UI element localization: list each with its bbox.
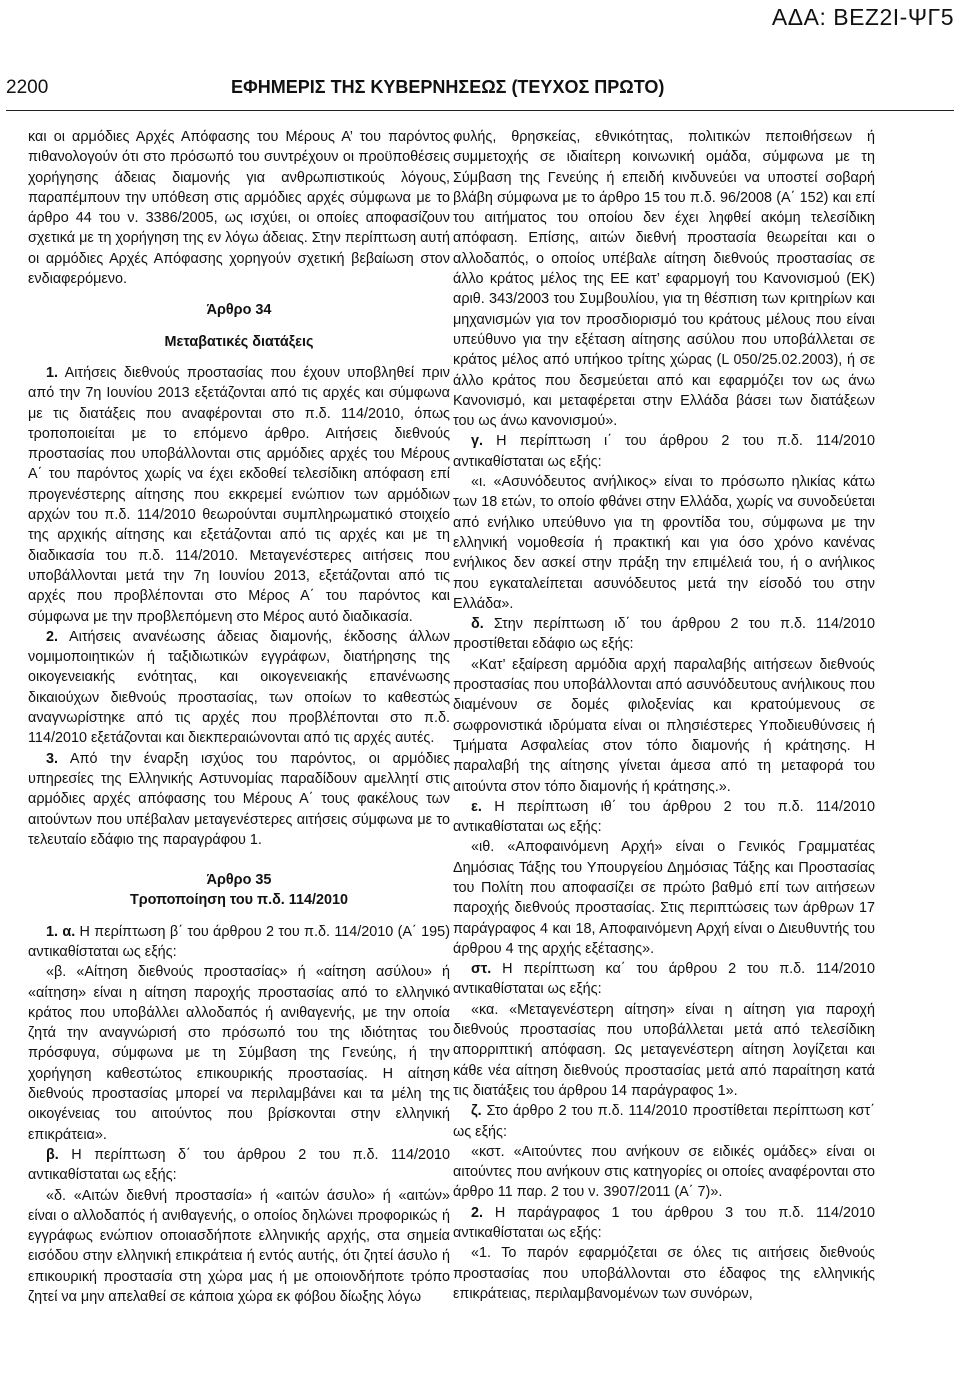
article-35-title: Άρθρο 35 [206,872,272,889]
right-column [453,127,875,1382]
paragraph: δ. Στην περίπτωση ιδ΄ του άρθρου 2 του π.δ. 114/2010 προστίθεται εδάφιο ως εξής: [453,616,875,653]
quoted-paragraph: «ιθ. «Αποφαινόμενη Αρχή» είναι ο Γενικός Γραμματέας Δημόσιας Τάξης του Υπουργείου Δημόσιας Τάξης και Προστασίας του Πολίτη που αποφασίζει σε πρώτο βαθμό επί των αιτήσεων παροχής διεθνούς προστασίας. Στις περιπτώσεις των άρθρων 17 παράγραφος 4 και 18, Αποφαινόμενη Αρχή είναι ο Διευθυντής του άρθρου 4 της αρχής εξέτασης». [453,839,875,957]
article-34-heading: Μεταβατικές διατάξεις [164,333,314,350]
paragraph: γ. Η περίπτωση ι΄ του άρθρου 2 του π.δ. 114/2010 αντικαθίσταται ως εξής: [453,433,875,470]
article-35-heading: Τροποποίηση του π.δ. 114/2010 [129,892,349,909]
quoted-paragraph: «δ. «Αιτών διεθνή προστασία» ή «αιτών άσυλο» ή «αιτών» είναι ο αλλοδαπός ή ανιθαγενής, ο οποίος δηλώνει προφορικώς ή εγγράφως ενώπιον οποιασδήποτε ελληνικής αρχής, στα σημεία εισόδου στην ελληνική επικράτεια ή εντός αυτής, ότι ζητεί άσυλο ή επικουρική προστασία στη χώρα μας ή με οποιονδήποτε τρόπο ζητεί να μην απελαθεί σε κάποια χώρα εκ φόβου δίωξης λόγω [28,1187,450,1306]
paragraph: στ. Η περίπτωση κα΄ του άρθρου 2 του π.δ. 114/2010 αντικαθίσταται ως εξής: [453,961,875,998]
paragraph-number: στ. [471,961,492,978]
gazette-title: ΕΦΗΜΕΡΙΣ ΤΗΣ ΚΥΒΕΡΝΗΣΕΩΣ (ΤΕΥΧΟΣ ΠΡΩΤΟ) [231,77,665,97]
quoted-paragraph: «β. «Αίτηση διεθνούς προστασίας» ή «αίτηση ασύλου» ή «αίτηση» είναι η αίτηση παροχής προστασίας από το ελληνικό κράτος που υποβάλλει αλλοδαπός ή ανιθαγενής, με την οποία ζητά την αναγνώρισή στο πρόσωπό του της ιδιότητας του πρόσφυγα, σύμφωνα με τη Σύμβαση της Γενεύης, ή την χορήγηση καθεστώτος επικουρικής προστασίας. Η αίτηση διεθνούς προστασίας μπορεί να περιλαμβάνει και τα μέλη της οικογένειας του αιτούντος που βρίσκονται στην ελληνική επικράτεια». [28,964,450,1143]
quoted-paragraph: «Κατ’ εξαίρεση αρμόδια αρχή παραλαβής αιτήσεων διεθνούς προστασίας που υποβάλλονται από ασυνόδευτους ανήλικους που διαμένουν σε δομές φιλοξενίας και κρατούμενους σε σωφρονιστικά ιδρύματα είναι οι πλησιέστερες Υποδιευθύνσεις ή Τμήματα Ασφαλείας στον τόπο διαμονής ή κράτησης. Η παραλαβή της αίτησης γίνεται άμεσα από τη μεταφορά του αιτούντα στον τόπο διαμονής ή κράτησης.». [453,656,875,795]
paragraph-number: ζ. [471,1103,482,1120]
paragraph: 2. Η παράγραφος 1 του άρθρου 3 του π.δ. 114/2010 αντικαθίσταται ως εξής: [453,1204,875,1242]
page-number: 2200 [6,77,49,98]
ada-watermark: ΑΔΑ: ΒΕΖ2Ι-ΨΓ5 [771,4,954,30]
paragraph: και οι αρμόδιες Αρχές Απόφασης του Μέρους Α’ του παρόντος πιθανολογούν ότι στο πρόσωπό του συντρέχουν οι προϋποθέσεις χορήγησης άδειας διαμονής για ανθρωπιστικούς λόγους, παραπέμπουν την υπόθεση στις αρμόδιες αρχές σύμφωνα με το άρθρο 44 του ν. 3386/2005, ως ισχύει, οι οποίες αποφασίζουν σχετικά με τη χορήγηση της εν λόγω άδειας. Στην περίπτωση αυτή οι αρμόδιες Αρχές Απόφασης χορηγούν σχετική βεβαίωση στον ενδιαφερόμενο. [28,129,450,288]
paragraph-number: 3. [46,750,59,767]
quoted-paragraph: «1. Το παρόν εφαρμόζεται σε όλες τις αιτήσεις διεθνούς προστασίας που υποβάλλονται στο έδαφος της ελληνικής επικράτειας, περιλαμβανομένων των συνόρων, [453,1245,875,1302]
quoted-paragraph: «κστ. «Αιτούντες που ανήκουν σε ειδικές ομάδες» είναι οι αιτούντες που ανήκουν στις κατηγορίες οι οποίες αναφέρονται στο άρθρο 11 παρ. 2 του ν. 3907/2011 (Α΄ 7)». [453,1143,875,1201]
paragraph: 3. Από την έναρξη ισχύος του παρόντος, οι αρμόδιες υπηρεσίες της Ελληνικής Αστυνομίας παραδίδουν αμελλητί στις αρμόδιες αρχές απόφασης του Μέρους Α΄ τους φακέλους των αιτούντων που υπέβαλαν μεταγενέστερες αιτήσεις σύμφωνα με το τελευταίο εδάφιο της παραγράφου 1. [28,750,450,848]
paragraph: 1. Αιτήσεις διεθνούς προστασίας που έχουν υποβληθεί πριν από την 7η Ιουνίου 2013 εξετάζονται από τις αρχές και σύμφωνα με τις διατάξεις που αναφέρονται στο π.δ. 114/2010, όπως τροποποιείται με το επόμενο άρθρο. Αιτήσεις διεθνούς προστασίας που υποβάλλονται στις αρμόδιες αρχές του Μέρους Α΄ του παρόντος χωρίς να έχει εκδοθεί τελεσίδικη απόφαση επί προγενέστερης αίτησης που εκκρεμεί ενώπιον των αρμόδιων αρχών του π.δ. 114/2010 θεωρούνται συμπληρωματικό στοιχείο της αρχικής αίτησης και εξετάζονται από τις αρχές και με τη διαδικασία του π.δ. 114/2010. Μεταγενέστερες αιτήσεις που υποβάλλονται μετά την 7η Ιουνίου 2013, εξετάζονται από τις αρχές που προβλέπονται στο Μέρος Α΄ του παρόντος και σύμφωνα με την προβλεπόμενη στο Μέρος αυτό διαδικασία. [28,364,450,625]
quoted-paragraph: «κα. «Μεταγενέστερη αίτηση» είναι η αίτηση για παροχή διεθνούς προστασίας που υποβάλλεται μετά από τελεσίδικη απορριπτική απόφαση. Ως μεταγενέστερη αίτηση λογίζεται και κάθε νέα αίτηση διεθνούς προστασίας μετά από παραίτηση κατά τις διατάξεις του άρθρου 14 παράγραφος 1». [453,1001,875,1099]
paragraph: 2. Αιτήσεις ανανέωσης άδειας διαμονής, έκδοσης άλλων νομιμοποιητικών ή ταξιδιωτικών εγγράφων, διατήρησης της οικογενειακής ενότητας, και οικογενειακής επανένωσης δικαιούχων διεθνούς προστασίας, των οποίων το καθεστώς αναγνωρίστηκε από τις αρχές που προβλέπονται στο π.δ. 114/2010 εξετάζονται και διεκπεραιώνονται από τις αρχές αυτές. [28,628,450,747]
paragraph: 1. α. Η περίπτωση β΄ του άρθρου 2 του π.δ. 114/2010 (Α΄ 195) αντικαθίσταται ως εξής: [28,923,450,960]
paragraph-number: 2. [471,1204,484,1221]
paragraph-number: γ. [471,433,484,450]
paragraph: ε. Η περίπτωση ιθ΄ του άρθρου 2 του π.δ. 114/2010 αντικαθίσταται ως εξής: [453,798,875,836]
paragraph-number: δ. [471,616,484,633]
left-column [28,127,450,1382]
paragraph-number: β. [46,1146,59,1163]
page-header [6,77,950,107]
article-34-title: Άρθρο 34 [206,302,272,319]
header-rule [6,110,954,111]
paragraph-number: ε. [471,798,482,815]
paragraph: φυλής, θρησκείας, εθνικότητας, πολιτικών πεποιθήσεων ή συμμετοχής σε ιδιαίτερη κοινωνική ομάδα, σύμφωνα με τη Σύμβαση της Γενεύης ή επειδή κινδυνεύει να υποστεί σοβαρή βλάβη σύμφωνα με το άρθρο 15 του π.δ. 96/2008 (Α΄ 152) και επί του αιτήματος του οποίου δεν έχει ληφθεί ακόμη τελεσίδικη απόφαση. Επίσης, αιτών διεθνή προστασία θεωρείται και ο αλλοδαπός, ο οποίος υπέβαλε αίτηση διεθνούς προστασίας σε άλλο κράτος μέλος της ΕΕ κατ’ εφαρμογή του Κανονισμού (ΕΚ) αριθ. 343/2003 του Συμβουλίου, για τη θέσπιση των κριτηρίων και μηχανισμών για τον προσδιορισμό του κράτους μέλους που είναι υπεύθυνο για την εξέταση αίτησης ασύλου που υποβάλλεται σε κράτος μέλος από υπήκοο τρίτης χώρας (L 050/25.02.2003), ή σε άλλο κράτος που δεσμεύεται από και εφαρμόζει τον ως άνω Κανονισμό, και μεταφέρεται στην Ελλάδα βάσει των διατάξεων του ως άνω κανονισμού». [453,129,875,430]
paragraph-number: 1. [46,364,59,381]
paragraph-number: 1. α. [46,923,76,940]
paragraph-number: 2. [46,628,59,645]
paragraph: ζ. Στο άρθρο 2 του π.δ. 114/2010 προστίθεται περίπτωση κστ΄ ως εξής: [453,1103,875,1140]
quoted-paragraph: «ι. «Ασυνόδευτος ανήλικος» είναι το πρόσωπο ηλικίας κάτω των 18 ετών, το οποίο φθάνει στην Ελλάδα, χωρίς να συνοδεύεται από ενήλικο υπεύθυνο για τη φροντίδα του, σύμφωνα με την ελληνική νομοθεσία ή πρακτική και για όσο χρόνο κανένας ενήλικος δεν ασκεί στην πράξη την επιμέλειά του, ή ο ανήλικος που εγκαταλείπεται ασυνόδευτος μετά την είσοδό του στην Ελλάδα». [453,474,875,612]
paragraph: β. Η περίπτωση δ΄ του άρθρου 2 του π.δ. 114/2010 αντικαθίσταται ως εξής: [28,1146,450,1184]
